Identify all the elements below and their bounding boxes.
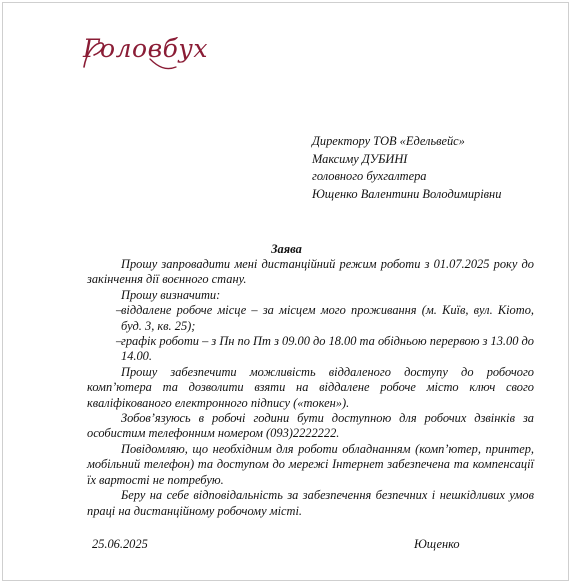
document-body [87,257,534,519]
signature: Ющенко [414,537,460,551]
list-item [87,334,534,365]
paragraph-responsibility: Беру на себе відповідальність за забезпечення безпечних і нешкідливих умов праці на дистанційному робочому місті. [87,488,534,518]
brand-logo: Головбух [83,34,208,63]
document-page [2,2,569,581]
paragraph-request-remote: Прошу запровадити мені дистанційний режим роботи з 01.07.2025 року до закінчення дії воєнного стану. [87,257,534,287]
list-marker: – [116,334,123,349]
document-title: Заява [271,242,302,256]
addressee-line-name: Максиму ДУБИНІ [312,151,408,166]
list-item [87,303,534,334]
addressee-line-applicant: Ющенко Валентини Володимирівни [312,186,502,201]
addressee-line-position: головного бухгалтера [312,169,427,184]
paragraph-define-intro: Прошу визначити: [121,287,221,302]
paragraph-availability: Зобов’язуюсь в робочі години бути доступною для робочих дзвінків за особистим телефонним номером (093)2222222. [87,411,534,441]
addressee-line-director: Директору ТОВ «Едельвейс» [312,134,465,148]
paragraph-equipment: Повідомляю, що необхідним для роботи обладнанням (комп’ютер, принтер, мобільний телефон) та доступом до мережі Інтернет забезпечена та компенсації їх вартості не потребую. [87,441,534,487]
document-date: 25.06.2025 [92,537,148,551]
conditions-list [87,303,534,365]
paragraph-access-request: Прошу забезпечити можливість віддаленого доступу до робочого комп’ютера та дозволити взяти на віддалене робоче місто ключ свого кваліфікованого електронного підпису («токен»). [87,364,534,410]
list-item-text: графік роботи – з Пн по Пт з 09.00 до 18.00 та обідньою перервою з 13.00 до 14.00. [121,334,534,364]
list-item-text: віддалене робоче місце – за місцем мого проживання (м. Київ, вул. Кіото, буд. 3, кв. 25); [121,303,534,333]
addressee-block [312,133,501,203]
list-marker: – [116,303,123,318]
